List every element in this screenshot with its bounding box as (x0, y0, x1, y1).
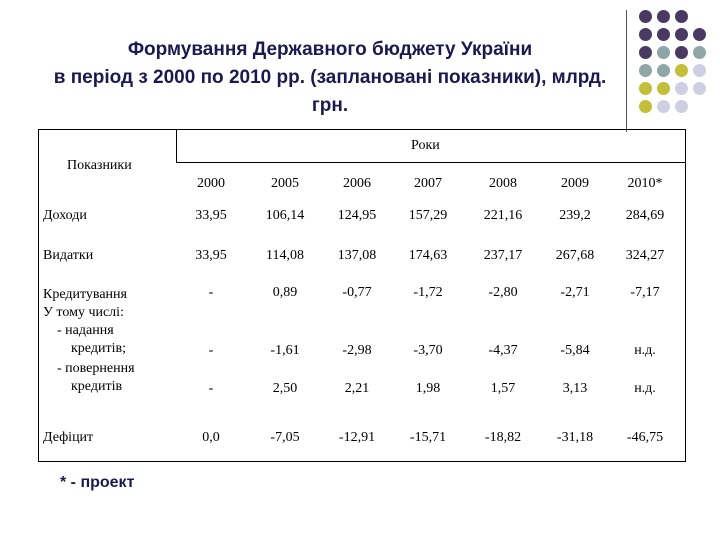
row-label-repayment: - повернення (57, 361, 135, 376)
table-cell: -5,84 (560, 343, 590, 358)
decorative-dot (693, 46, 706, 59)
row-label-granting: - надання (57, 323, 114, 338)
year-header: 2006 (343, 176, 371, 191)
title-line-1: Формування Державного бюджету України (127, 39, 533, 60)
table-cell: 33,95 (195, 248, 227, 263)
table-cell: 1,57 (490, 381, 516, 396)
table-cell: -7,17 (630, 285, 660, 300)
decorative-dot (675, 82, 688, 95)
decorative-dot (657, 10, 670, 23)
table-cell: - (208, 285, 214, 300)
table-cell: 237,17 (483, 248, 523, 263)
decorative-dot (657, 46, 670, 59)
decorative-dot (657, 100, 670, 113)
table-cell: -2,98 (342, 343, 372, 358)
decorative-dot (639, 64, 652, 77)
decorative-dot (639, 10, 652, 23)
table-cell: -1,72 (413, 285, 443, 300)
table-cell: -15,71 (409, 430, 447, 445)
table-cell: - (208, 381, 214, 396)
year-header: 2010* (627, 176, 663, 191)
table-cell: - (208, 343, 214, 358)
table-cell: 221,16 (483, 208, 523, 223)
decorative-dot (657, 82, 670, 95)
decorative-dot (657, 28, 670, 41)
decorative-dot (675, 10, 688, 23)
decorative-dot (675, 28, 688, 41)
table-cell: -12,91 (338, 430, 376, 445)
decorative-dot (675, 100, 688, 113)
decorative-dot (693, 82, 706, 95)
decorative-dot (639, 28, 652, 41)
year-header: 2008 (489, 176, 517, 191)
decorative-dot-grid (639, 10, 719, 120)
row-label-repayment-loans: кредитів (71, 379, 123, 394)
table-cell: 114,08 (266, 248, 304, 263)
table-cell: н.д. (634, 381, 656, 396)
table-cell: -18,82 (484, 430, 522, 445)
decorative-dot (693, 28, 706, 41)
table-cell: 324,27 (625, 248, 665, 263)
row-label-deficit: Дефіцит (43, 430, 94, 445)
table-cell: -4,37 (488, 343, 518, 358)
row-label-including: У тому числі: (43, 305, 124, 320)
table-cell: 0,0 (202, 430, 220, 445)
header-divider (176, 162, 685, 163)
table-cell: 3,13 (562, 381, 588, 396)
decorative-dot (675, 46, 688, 59)
table-cell: -2,71 (560, 285, 590, 300)
year-header: 2000 (197, 176, 225, 191)
table-cell: 239,2 (559, 208, 591, 223)
header-column-divider (176, 130, 177, 163)
year-header: 2009 (561, 176, 589, 191)
group-header-years: Роки (411, 138, 440, 153)
table-cell: -2,80 (488, 285, 518, 300)
decorative-dot (693, 64, 706, 77)
table-cell: -1,61 (270, 343, 300, 358)
table-cell: 2,50 (272, 381, 298, 396)
table-cell: 0,89 (272, 285, 298, 300)
row-label-granting-loans: кредитів; (71, 341, 126, 356)
table-cell: 157,29 (408, 208, 448, 223)
table-cell: 1,98 (415, 381, 441, 396)
table-cell: 267,68 (555, 248, 595, 263)
table-cell: н.д. (634, 343, 656, 358)
decorative-dot (657, 64, 670, 77)
table-cell: -3,70 (413, 343, 443, 358)
table-cell: 106,14 (265, 208, 305, 223)
title-line-2: в період з 2000 по 2010 рр. (заплановані показники), млрд. (53, 67, 607, 88)
decorative-divider (626, 10, 627, 132)
title-line-3: грн. (311, 95, 349, 116)
row-header: Показники (67, 158, 132, 173)
table-cell: -7,05 (270, 430, 300, 445)
decorative-dot (639, 100, 652, 113)
table-cell: -31,18 (556, 430, 594, 445)
table-cell: -0,77 (342, 285, 372, 300)
table-cell: 33,95 (195, 208, 227, 223)
row-label-expenditures: Видатки (43, 248, 94, 263)
table-cell: 284,69 (625, 208, 665, 223)
table-cell: -46,75 (626, 430, 664, 445)
slide-title (30, 36, 630, 120)
year-header: 2005 (271, 176, 299, 191)
table-cell: 137,08 (337, 248, 377, 263)
year-header: 2007 (414, 176, 442, 191)
row-label-lending: Кредитування (43, 287, 127, 302)
footnote: * - проект (60, 474, 135, 491)
table-cell: 174,63 (408, 248, 448, 263)
table-cell: 2,21 (344, 381, 370, 396)
decorative-dot (675, 64, 688, 77)
decorative-dot (639, 46, 652, 59)
table-cell: 124,95 (337, 208, 377, 223)
row-label-revenue: Доходи (43, 208, 87, 223)
budget-table (38, 129, 686, 462)
decorative-dot (639, 82, 652, 95)
